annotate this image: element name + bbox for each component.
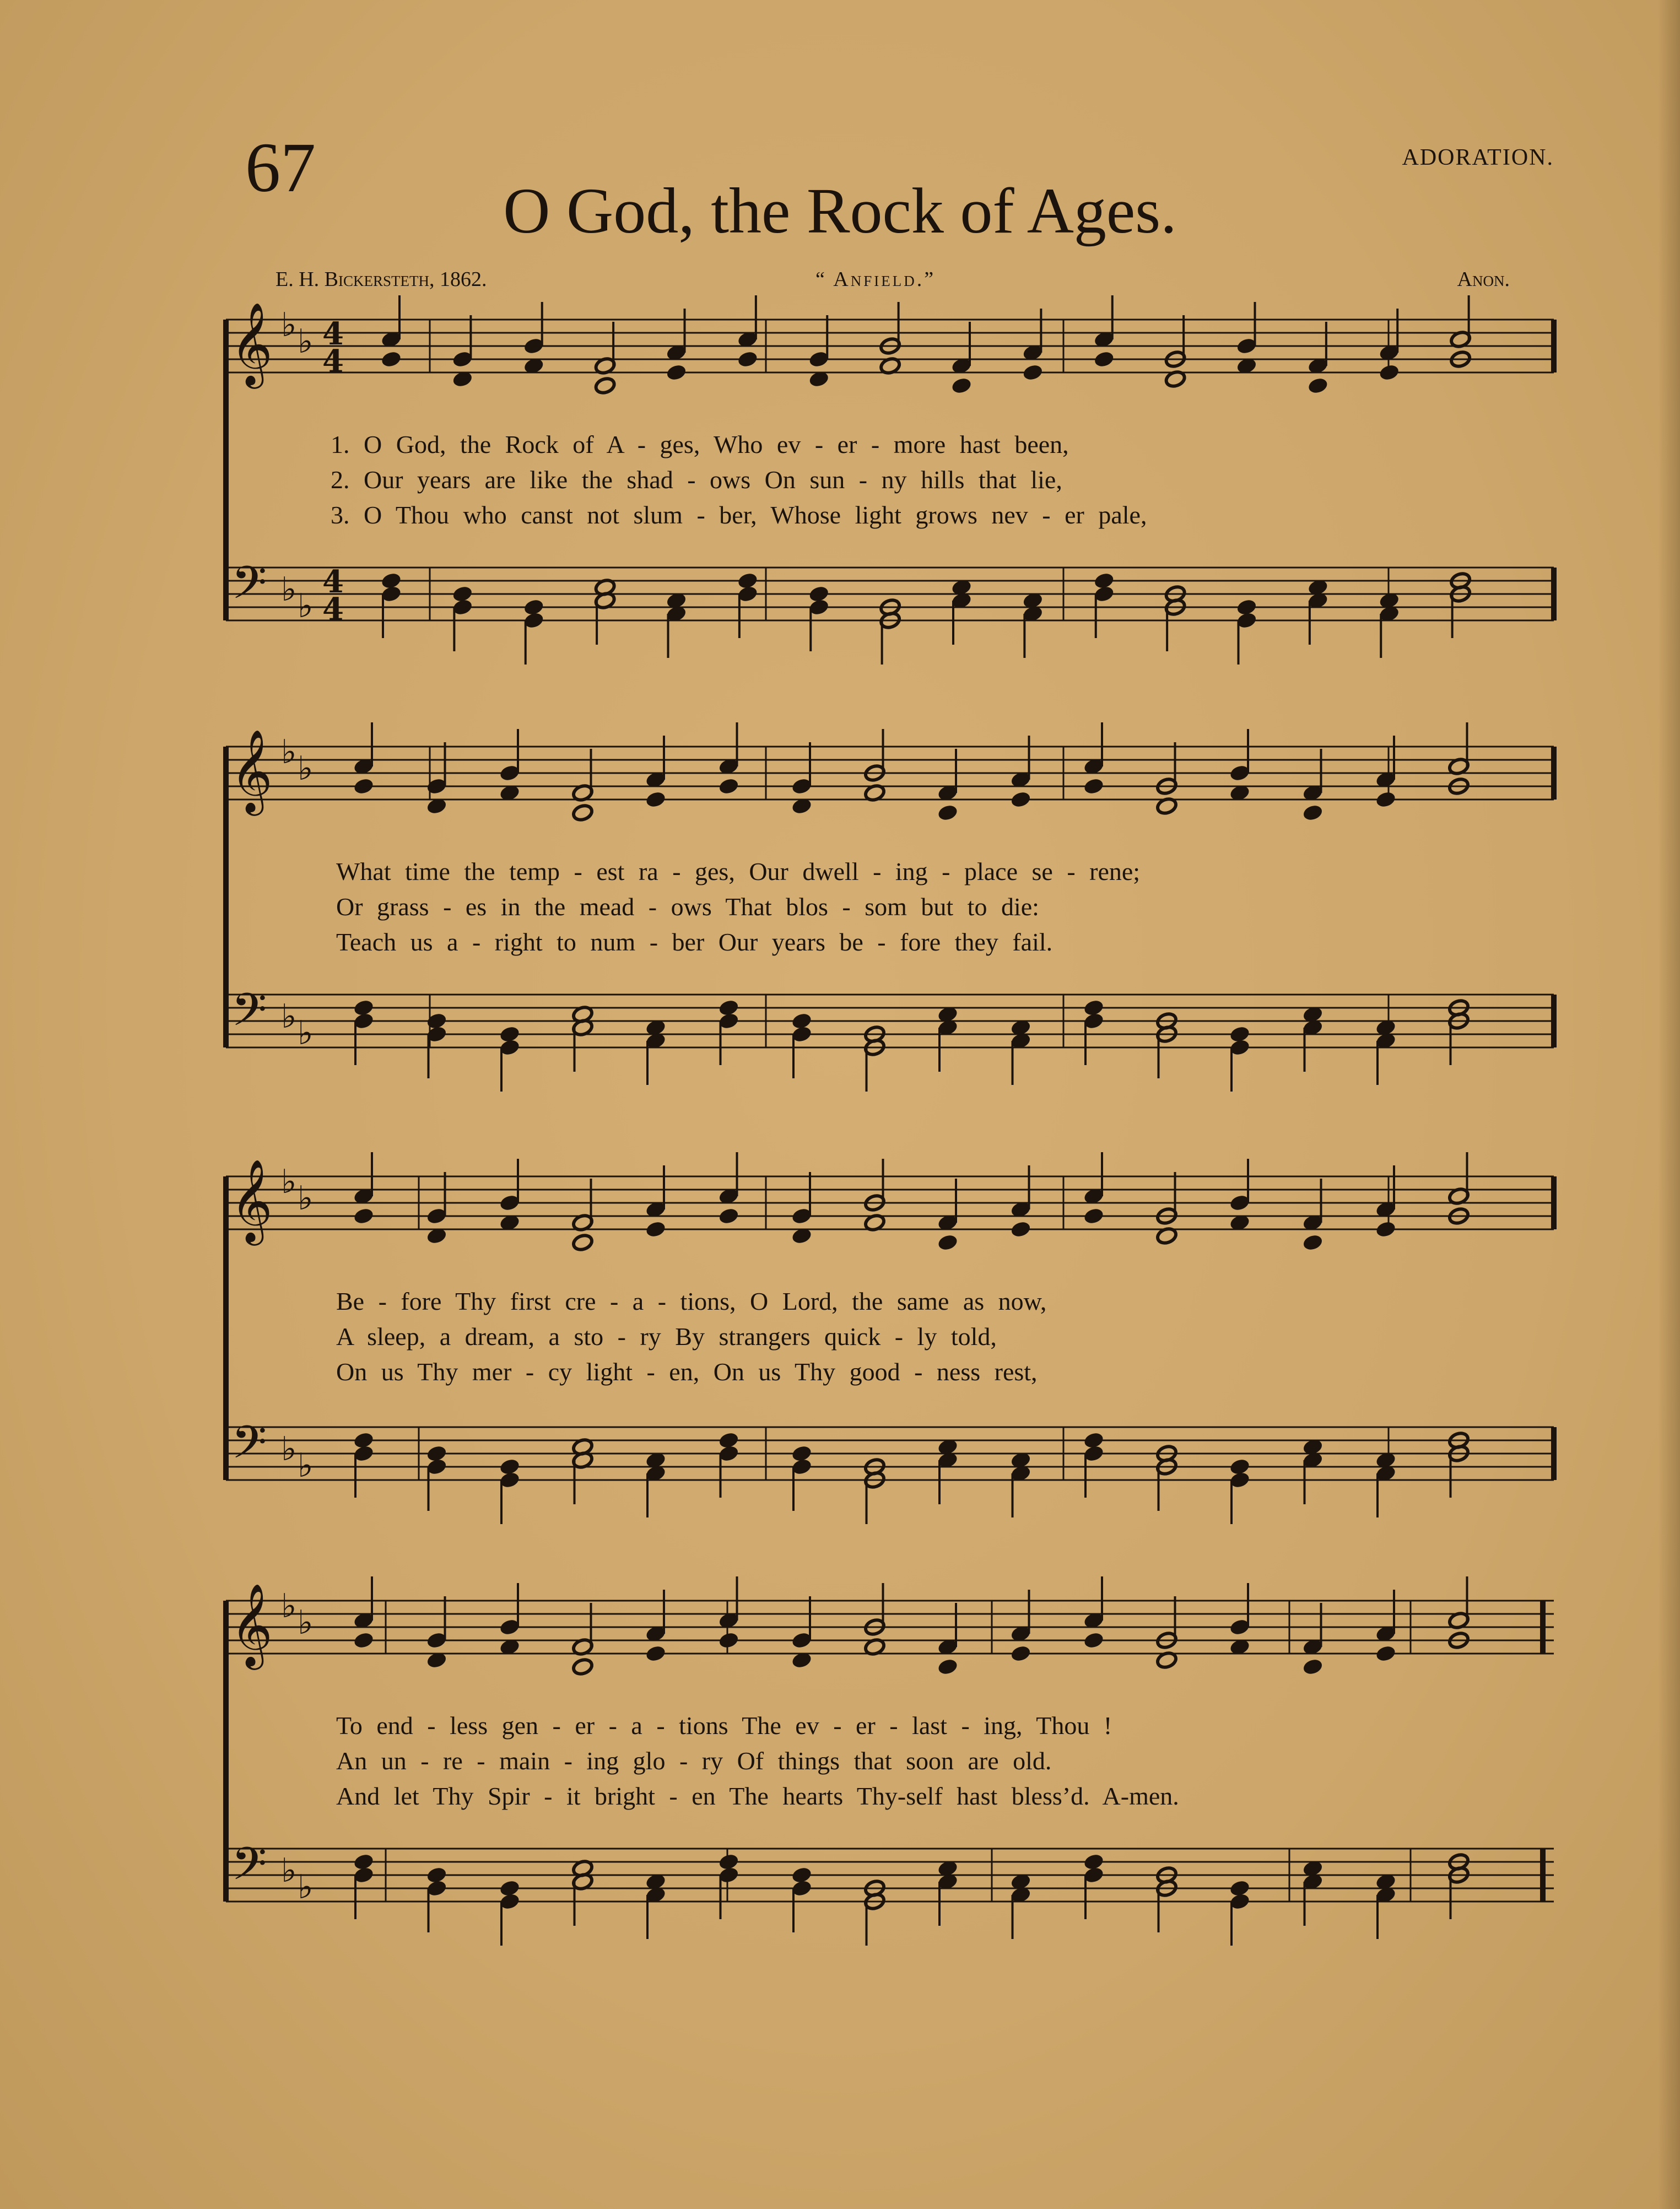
treble-staff-1 — [226, 320, 1554, 372]
hymn-number: 67 — [245, 128, 316, 207]
bass-staff-4 — [226, 1849, 1554, 1902]
lyrics-text: Teach us a - right to num - ber Our years be - fore they fail. — [336, 928, 1053, 956]
lyrics-line — [0, 1746, 1680, 1779]
lyrics-line — [0, 857, 1680, 890]
treble-note — [1083, 1631, 1105, 1650]
treble-note — [1301, 1657, 1324, 1676]
treble-note — [717, 1631, 739, 1650]
lyrics-text: Be - fore Thy first cre - a - tions, O Lord, the same as now, — [336, 1287, 1047, 1315]
lyrics-text: O Thou who canst not slum - ber, Whose light grows nev - er pale, — [364, 501, 1147, 529]
treble-note — [1378, 363, 1400, 382]
bass-clef-icon: 𝄢 — [231, 983, 267, 1047]
flat-icon: ♭ — [298, 1446, 314, 1485]
lyrics-line — [0, 927, 1680, 960]
time-signature: 4 — [322, 343, 344, 380]
treble-note — [353, 1207, 375, 1225]
lyrics-text: To end - less gen - er - a - tions The ev - er - last - ing, Thou ! — [336, 1711, 1112, 1740]
verse-number: 1. — [331, 430, 350, 458]
treble-note — [717, 1207, 739, 1225]
treble-note — [594, 376, 616, 395]
lyrics-text: An un - re - main - ing glo - ry Of things that soon are old. — [336, 1747, 1052, 1775]
lyrics-line — [0, 1711, 1680, 1744]
lyrics-line — [0, 1781, 1680, 1814]
composer-credit: Anon. — [1457, 268, 1510, 291]
lyrics-line — [0, 500, 1680, 533]
lyrics-text: A sleep, a dream, a sto - ry By strangers quick - ly told, — [336, 1322, 997, 1351]
lyrics-text: O God, the Rock of A - ges, Who ev - er - more hast been, — [364, 430, 1069, 458]
treble-note — [571, 1233, 593, 1252]
lyrics-text: Our years are like the shad - ows On sun - ny hills that lie, — [364, 466, 1062, 494]
lyrics-line — [0, 465, 1680, 498]
treble-staff-3 — [226, 1176, 1554, 1229]
bass-clef-icon: 𝄢 — [231, 1416, 267, 1480]
treble-note — [645, 1644, 667, 1663]
treble-note — [1375, 1220, 1397, 1239]
treble-note — [937, 803, 959, 822]
treble-note — [353, 1631, 375, 1650]
lyrics-text: And let Thy Spir - it bright - en The hearts Thy-self hast bless’d. A-men. — [336, 1782, 1179, 1810]
verse-number: 3. — [331, 501, 350, 529]
bass-staff-2 — [226, 995, 1554, 1047]
flat-icon: ♭ — [298, 749, 314, 788]
treble-note — [1009, 1644, 1031, 1663]
time-signature: 4 — [322, 564, 344, 600]
treble-note — [1083, 777, 1105, 796]
treble-note — [1307, 376, 1329, 395]
treble-note — [937, 1657, 959, 1676]
bass-staff-3 — [226, 1427, 1554, 1480]
hymn-title: O God, the Rock of Ages. — [503, 175, 1177, 247]
section-label: ADORATION. — [1402, 145, 1554, 170]
flat-icon: ♭ — [298, 1014, 314, 1052]
lyrics-line — [0, 1357, 1680, 1390]
treble-note — [1301, 1233, 1324, 1252]
treble-note — [571, 803, 593, 822]
treble-note — [1022, 363, 1044, 382]
author-credit: E. H. Bickersteth, 1862. — [276, 268, 487, 291]
time-signature: 4 — [322, 316, 344, 352]
treble-clef-icon: 𝄞 — [230, 1158, 273, 1242]
treble-note — [1375, 790, 1397, 809]
treble-note — [937, 1233, 959, 1252]
flat-icon: ♭ — [298, 322, 314, 361]
flat-icon: ♭ — [281, 1851, 297, 1890]
flat-icon: ♭ — [281, 570, 297, 609]
treble-note — [1083, 1207, 1105, 1225]
treble-note — [645, 790, 667, 809]
treble-note — [665, 363, 687, 382]
treble-note — [1375, 1644, 1397, 1663]
verse-number: 2. — [331, 466, 350, 494]
treble-clef-icon: 𝄞 — [230, 301, 273, 385]
flat-icon: ♭ — [281, 1163, 297, 1201]
lyrics-line — [0, 430, 1680, 463]
flat-icon: ♭ — [281, 733, 297, 771]
flat-icon: ♭ — [281, 1430, 297, 1468]
lyrics-line — [0, 1322, 1680, 1355]
lyrics-line — [0, 1287, 1680, 1320]
treble-note — [717, 777, 739, 796]
treble-note — [1301, 803, 1324, 822]
bass-clef-icon: 𝄢 — [231, 556, 267, 620]
treble-note — [353, 777, 375, 796]
treble-note — [737, 350, 759, 369]
treble-note — [645, 1220, 667, 1239]
treble-staff-2 — [226, 747, 1554, 800]
tune-name: “ Anfield.” — [815, 268, 936, 291]
flat-icon: ♭ — [281, 306, 297, 344]
flat-icon: ♭ — [298, 587, 314, 625]
flat-icon: ♭ — [298, 1603, 314, 1642]
treble-note — [1009, 790, 1031, 809]
bass-clef-icon: 𝄢 — [231, 1837, 267, 1902]
lyrics-text: What time the temp - est ra - ges, Our dwell - ing - place se - rene; — [336, 857, 1141, 885]
treble-note — [1093, 350, 1115, 369]
lyrics-text: On us Thy mer - cy light - en, On us Thy good - ness rest, — [336, 1358, 1038, 1386]
flat-icon: ♭ — [298, 1179, 314, 1218]
flat-icon: ♭ — [281, 1587, 297, 1625]
lyrics-text: Or grass - es in the mead - ows That blos - som but to die: — [336, 893, 1039, 921]
flat-icon: ♭ — [281, 997, 297, 1036]
treble-note — [1009, 1220, 1031, 1239]
flat-icon: ♭ — [298, 1868, 314, 1906]
treble-note — [380, 350, 402, 369]
treble-staff-4 — [226, 1601, 1554, 1654]
treble-clef-icon: 𝄞 — [230, 1583, 273, 1666]
treble-note — [571, 1657, 593, 1676]
lyrics-line — [0, 892, 1680, 925]
treble-note — [950, 376, 973, 395]
treble-clef-icon: 𝄞 — [230, 728, 273, 812]
time-signature: 4 — [322, 591, 344, 628]
